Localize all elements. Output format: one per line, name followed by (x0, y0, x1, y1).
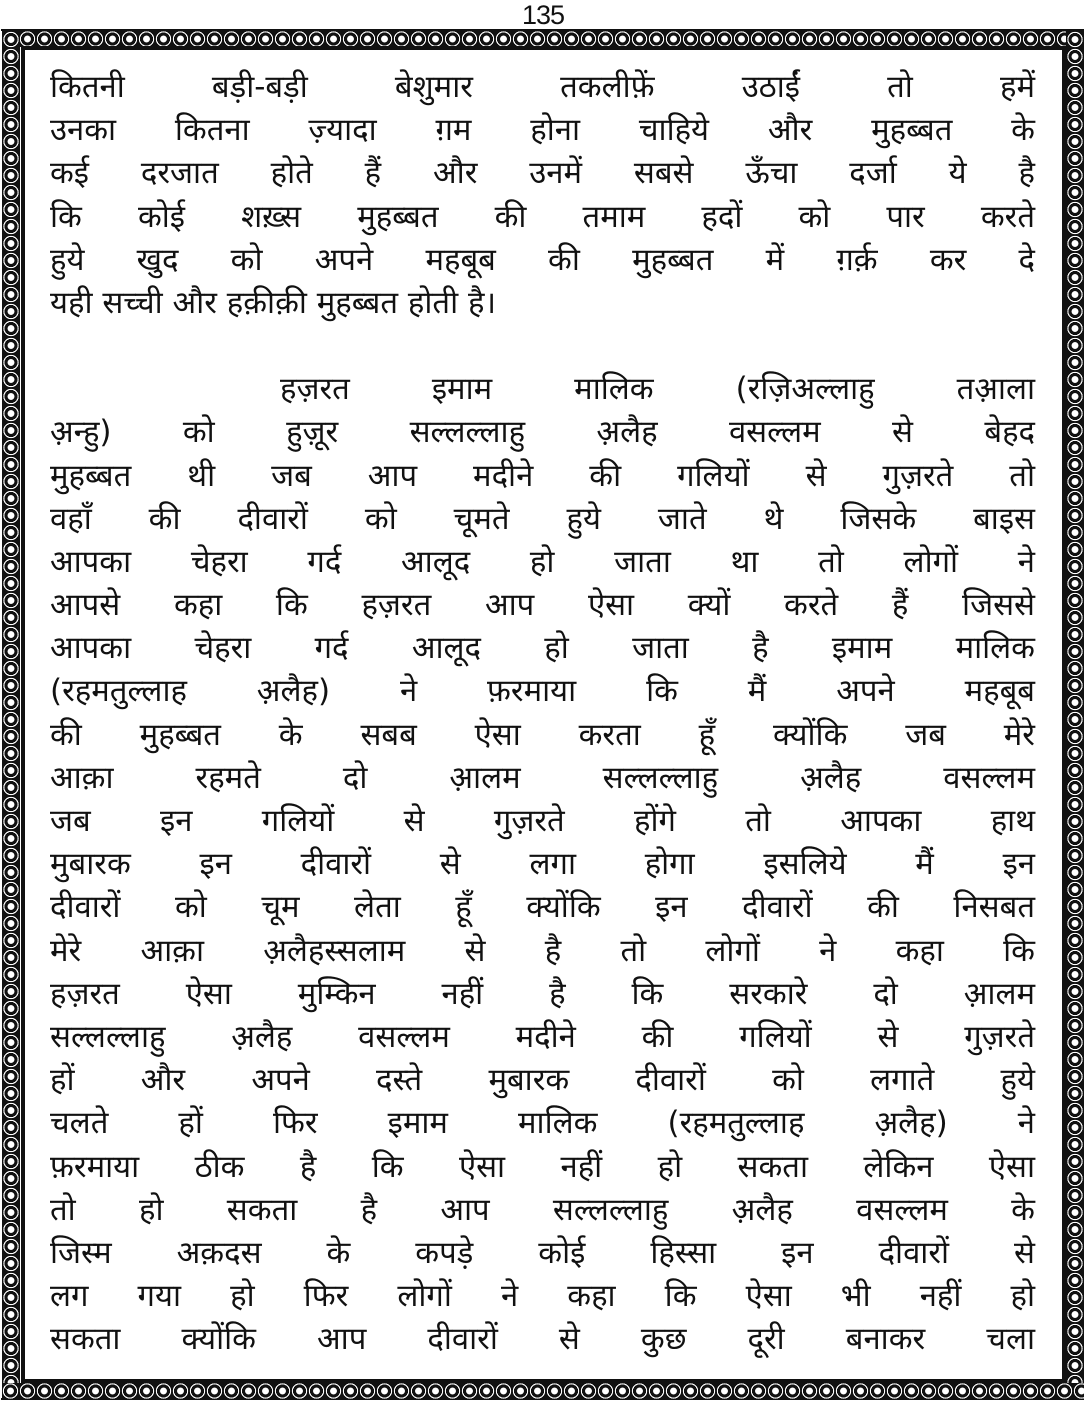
paragraph-1 (50, 66, 1035, 325)
page-body (50, 66, 1035, 1361)
text-line: अ़न्हु) को हुज़ूर सल्लल्लाहु अ़लैह वसल्लम से बेहद (50, 414, 1035, 451)
text-line: वहाँ की दीवारों को चूमते हुये जाते थे जिसके बाइस (50, 500, 1035, 537)
text-line: आपसे कहा कि हज़रत आप ऐसा क्यों करते हैं जिससे (50, 587, 1035, 624)
text-line: सकता क्योंकि आप दीवारों से कुछ दूरी बनाकर चला (50, 1321, 1035, 1358)
text-line: यही सच्ची और हक़ीक़ी मुहब्बत होती है। (50, 284, 497, 321)
text-line: आक़ा रहमते दो आ़लम सल्लल्लाहु अ़लैह वसल्लम (50, 759, 1035, 796)
text-line: आपका चेहरा गर्द आलूद हो जाता है इमाम मालिक (50, 630, 1035, 667)
text-line: तो हो सकता है आप सल्लल्लाहु अ़लैह वसल्लम के (50, 1191, 1035, 1228)
text-line: दीवारों को चूम लेता हूँ क्योंकि इन दीवारों की निसबत (50, 889, 1035, 926)
paragraph-2 (50, 368, 1035, 1361)
text-line: जब इन गलियों से गुज़रते होंगे तो आपका हाथ (50, 803, 1035, 839)
text-line: चलते हों फिर इमाम मालिक (रहमतुल्लाह अ़लैह) ने (50, 1105, 1035, 1142)
text-line: मेरे आक़ा अ़लैहस्सलाम से है तो लोगों ने कहा कि (50, 932, 1035, 969)
text-line: हज़रत इमाम मालिक (रज़िअल्लाहु तआ़ला (280, 371, 1035, 408)
text-line: मुहब्बत थी जब आप मदीने की गलियों से गुज़रते तो (50, 457, 1035, 494)
text-line: लग गया हो फिर लोगों ने कहा कि ऐसा भी नहीं हो (50, 1278, 1035, 1315)
star-border-left (2, 31, 20, 1399)
text-line: सल्लल्लाहु अ़लैह वसल्लम मदीने की गलियों से गुज़रते (50, 1018, 1035, 1055)
text-line: मुबारक इन दीवारों से लगा होगा इसलिये मैं इन (50, 846, 1035, 883)
star-border-bottom (2, 1383, 1084, 1399)
text-line: आपका चेहरा गर्द आलूद हो जाता था तो लोगों ने (50, 543, 1035, 580)
text-line: उनका कितना ज़्यादा ग़म होना चाहिये और मुहब्बत के (50, 112, 1035, 149)
star-border-right (1066, 31, 1084, 1399)
text-line: जिस्म अक़दस के कपड़े कोई हिस्सा इन दीवारों से (50, 1234, 1035, 1271)
star-border-top (2, 31, 1084, 47)
text-line: (रहमतुल्लाह अ़लैह) ने फ़रमाया कि मैं अपने महबूब (50, 673, 1035, 710)
text-line: कई दरजात होते हैं और उनमें सबसे ऊँचा दर्जा ये है (50, 155, 1035, 192)
page-number: 135 (521, 0, 565, 30)
text-line: की मुहब्बत के सबब ऐसा करता हूँ क्योंकि जब मेरे (50, 716, 1035, 753)
text-line: हज़रत ऐसा मुम्किन नहीं है कि सरकारे दो आ़लम (50, 975, 1035, 1012)
text-line: हुये खुद को अपने महबूब की मुहब्बत में ग़र्क़ कर दे (50, 241, 1035, 278)
text-line: कितनी बड़ी-बड़ी बेशुमार तकलीफ़ें उठाईं तो हमें (50, 69, 1035, 105)
text-line: कि कोई शख़्स मुहब्बत की तमाम हदों को पार करते (50, 198, 1035, 235)
text-line: फ़रमाया ठीक है कि ऐसा नहीं हो सकता लेकिन ऐसा (50, 1148, 1035, 1185)
text-line: हों और अपने दस्ते मुबारक दीवारों को लगाते हुये (50, 1062, 1035, 1099)
